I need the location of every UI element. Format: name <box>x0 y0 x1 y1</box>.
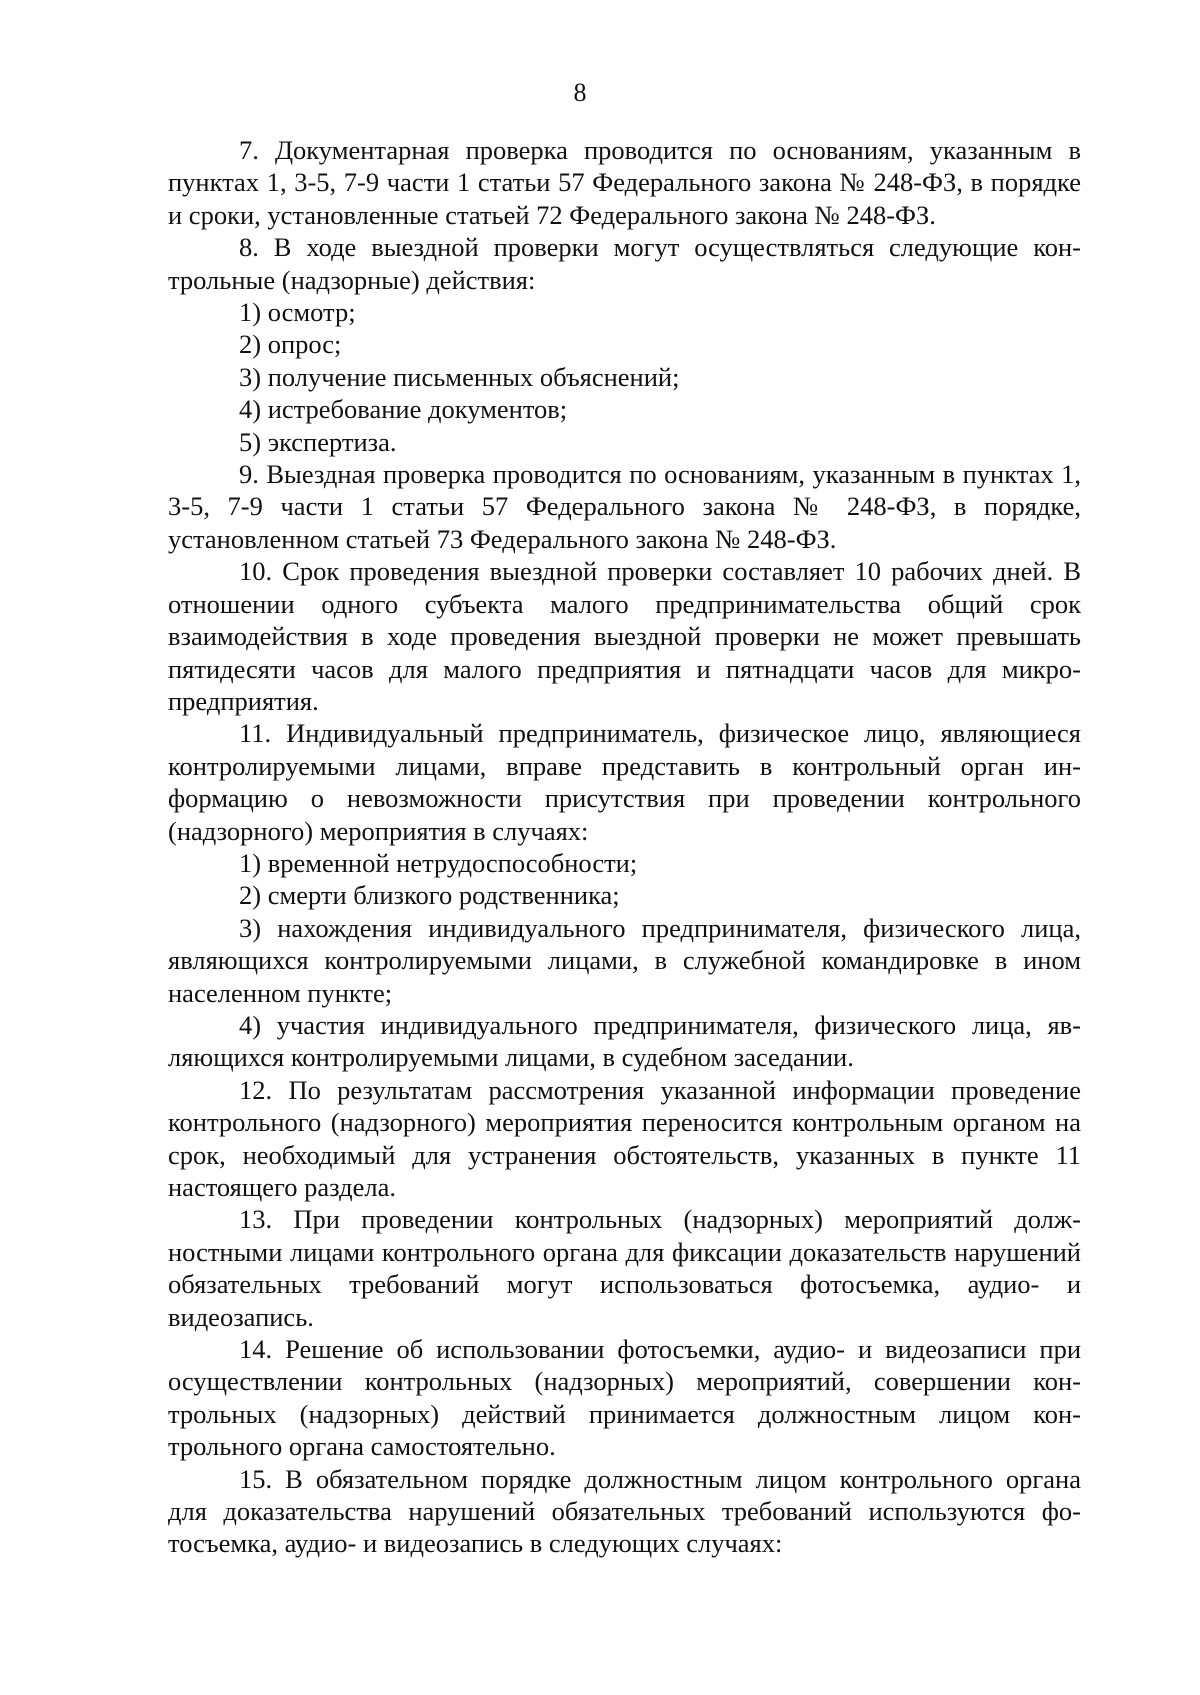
list-item: 4) участия индивидуального предпринимателя, физического лица, являющихся контролируемыми лицами, в судебном заседании. <box>168 1009 1081 1073</box>
list-item: 1) осмотр; <box>239 297 356 328</box>
list-item: 2) смерти близкого родственника; <box>239 880 620 911</box>
list-item: 4) истребование документов; <box>239 394 568 425</box>
list-item: 3) получение письменных объяснений; <box>239 361 680 392</box>
paragraph-14: 14. Решение об использовании фотосъемки, аудио- и видеозаписи при осуществлении контрольных (надзорных) мероприятий, совершении контрольных (надзорных) действий принимается должностным лицом контрольного органа самостоятельно. <box>168 1334 1081 1462</box>
paragraph-9: 9. Выездная проверка проводится по основаниям, указанным в пунктах 1, 3-5, 7-9 части 1 статьи 57 Федерального закона № 248-ФЗ, в порядке, установленном статьей 73 Федерального закона № 248-ФЗ. <box>168 459 1081 554</box>
list-item: 2) опрос; <box>239 329 342 360</box>
list-item: 1) временной нетрудоспособности; <box>239 847 638 878</box>
list-item: 3) нахождения индивидуального предпринимателя, физического лица, являющихся контролируемыми лицами, в служебной командировке в ином населенном пункте; <box>168 912 1081 1008</box>
document-body <box>168 134 1081 1560</box>
paragraph-15: 15. В обязательном порядке должностным лицом контрольного органа для доказательства нарушений обязательных требований используются фотосъемка, аудио- и видеозапись в следующих случаях: <box>168 1463 1081 1559</box>
list-item: 5) экспертиза. <box>239 426 397 457</box>
paragraph-7: 7. Документарная проверка проводится по основаниям, указанным в пунктах 1, 3-5, 7-9 части 1 статьи 57 Федерального закона № 248-ФЗ, в порядке и сроки, установленные статьей 72 Федерального закона № 248-ФЗ. <box>168 135 1081 230</box>
paragraph-11: 11. Индивидуальный предприниматель, физическое лицо, являющиеся контролируемыми лицами, вправе представить в контрольный орган информацию о невозможности присутствия при проведении контрольного (надзорного) мероприятия в случаях: <box>168 718 1081 846</box>
paragraph-8: 8. В ходе выездной проверки могут осуществляться следующие контрольные (надзорные) действия: <box>168 232 1081 295</box>
paragraph-10: 10. Срок проведения выездной проверки составляет 10 рабочих дней. В отношении одного субъекта малого предпринимательства общий срок взаимодействия в ходе проведения выездной проверки не может превышать пятидесяти часов для малого предприятия и пятнадцати часов для микропредприятия. <box>168 556 1081 716</box>
page-number: 8 <box>573 78 587 107</box>
paragraph-12: 12. По результатам рассмотрения указанной информации проведение контрольного (надзорного) мероприятия переносится контрольным органом на срок, необходимый для устранения обстоятельств, указанных в пункте 11 настоящего раздела. <box>168 1074 1081 1202</box>
paragraph-13: 13. При проведении контрольных (надзорных) мероприятий должностными лицами контрольного органа для фиксации доказательств нарушений обязательных требований могут использоваться фотосъемка, аудио- и видеозапись. <box>168 1204 1081 1332</box>
